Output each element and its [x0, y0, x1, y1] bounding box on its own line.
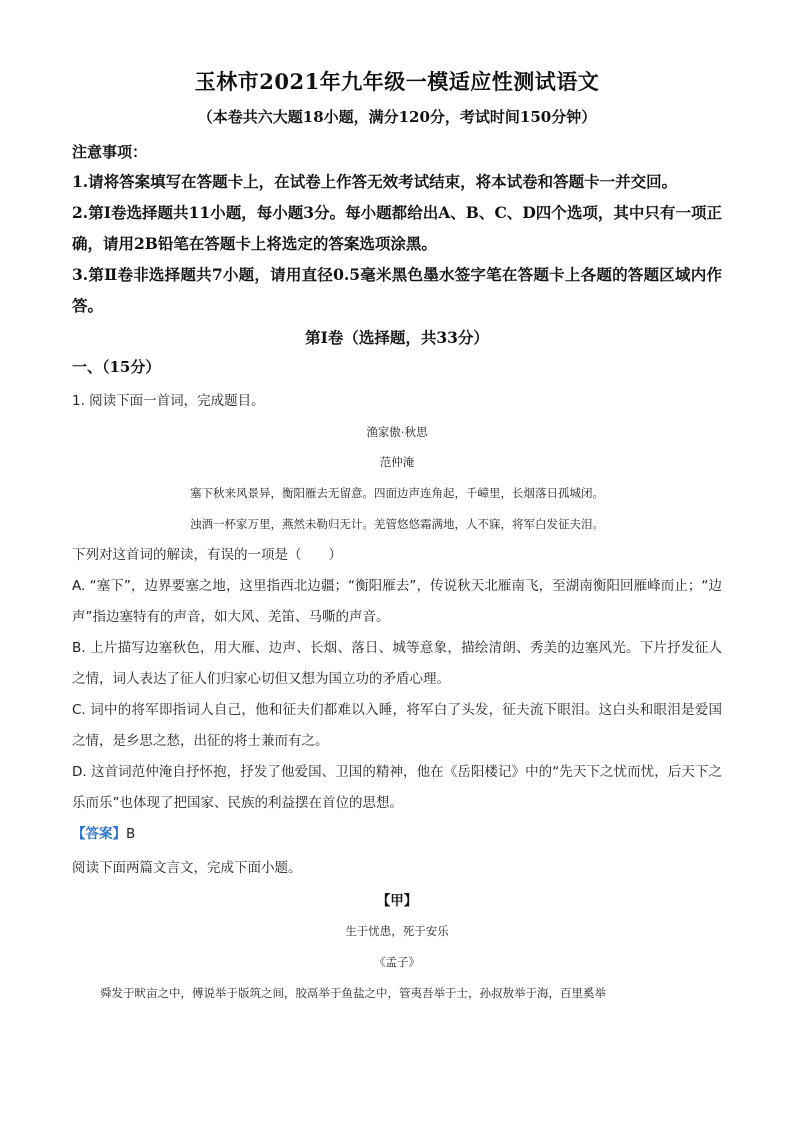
notice-item-2: 2.第Ⅰ卷选择题共11小题，每小题3分。每小题都给出A、B、C、D四个选项，其中只有一项正确，请用2B铅笔在答题卡上将选定的答案选项涂黑。	[72, 203, 722, 253]
poem-author: 范仲淹	[379, 455, 415, 469]
poem-line-1: 塞下秋来风景异，衡阳雁去无留意。四面边声连角起，千嶂里，长烟落日孤城闭。	[190, 486, 604, 500]
page-title: 玉林市2021年九年级一模适应性测试语文	[194, 69, 600, 94]
answer-line	[72, 822, 135, 842]
notice-item-3: 3.第Ⅱ卷非选择题共7小题，请用直径0.5毫米黑色墨水签字笔在答题卡上各题的答题区域内作答。	[72, 265, 722, 315]
essay-line-1: 舜发于畎亩之中，傅说举于版筑之间，胶鬲举于鱼盐之中，管夷吾举于士，孙叔敖举于海，百里奚举	[100, 986, 606, 1000]
question-2-prompt: 阅读下面两篇文言文，完成下面小题。	[72, 860, 302, 876]
part-one-heading: 一、（15分）	[72, 358, 161, 376]
answer-tag: 【答案】	[72, 826, 126, 842]
notice-heading: 注意事项：	[72, 143, 148, 161]
notice-item-1: 1.请将答案填写在答题卡上，在试卷上作答无效考试结束，将本试卷和答题卡一并交回。	[72, 172, 678, 191]
option-c: C. 词中的将军即指词人自己，他和征夫们都难以入睡，将军白了头发，征夫流下眼泪。这白头和眼泪是爱国之情，是乡思之愁，出征的将士兼而有之。	[72, 702, 722, 749]
answer-value: B	[126, 826, 136, 842]
essay-author: 《孟子》	[374, 955, 420, 969]
question-1-stem: 下列对这首词的解读，有误的一项是（ ）	[72, 547, 342, 563]
poem-line-2: 浊酒一杯家万里，燕然未勒归无计。羌管悠悠霜满地，人不寐，将军白发征夫泪。	[190, 517, 604, 531]
option-a: A. “塞下”，边界要塞之地，这里指西北边疆；“衡阳雁去”，传说秋天北雁南飞，至湖南衡阳回雁峰而止；“边声”指边塞特有的声音，如大风、羌笛、马嘶的声音。	[72, 578, 722, 625]
question-1-prompt: 1. 阅读下面一首词，完成题目。	[72, 393, 265, 409]
poem-title: 渔家傲·秋思	[366, 425, 428, 439]
essay-title: 生于忧患，死于安乐	[345, 924, 449, 938]
exam-subtitle: （本卷共六大题18小题，满分120分，考试时间150分钟）	[197, 108, 597, 126]
option-d: D. 这首词范仲淹自抒怀抱，抒发了他爱国、卫国的精神，他在《岳阳楼记》中的“先天下之忧而忧，后天下之乐而乐”也体现了把国家、民族的利益摆在首位的思想。	[72, 764, 722, 811]
section-title: 第Ⅰ卷（选择题，共33分）	[305, 328, 489, 347]
passage-label-jia: 【甲】	[376, 893, 418, 909]
option-b: B. 上片描写边塞秋色，用大雁、边声、长烟、落日、城等意象，描绘清朗、秀美的边塞风光。下片抒发征人之情，词人表达了征人们归家心切但又想为国立功的矛盾心理。	[72, 640, 722, 687]
